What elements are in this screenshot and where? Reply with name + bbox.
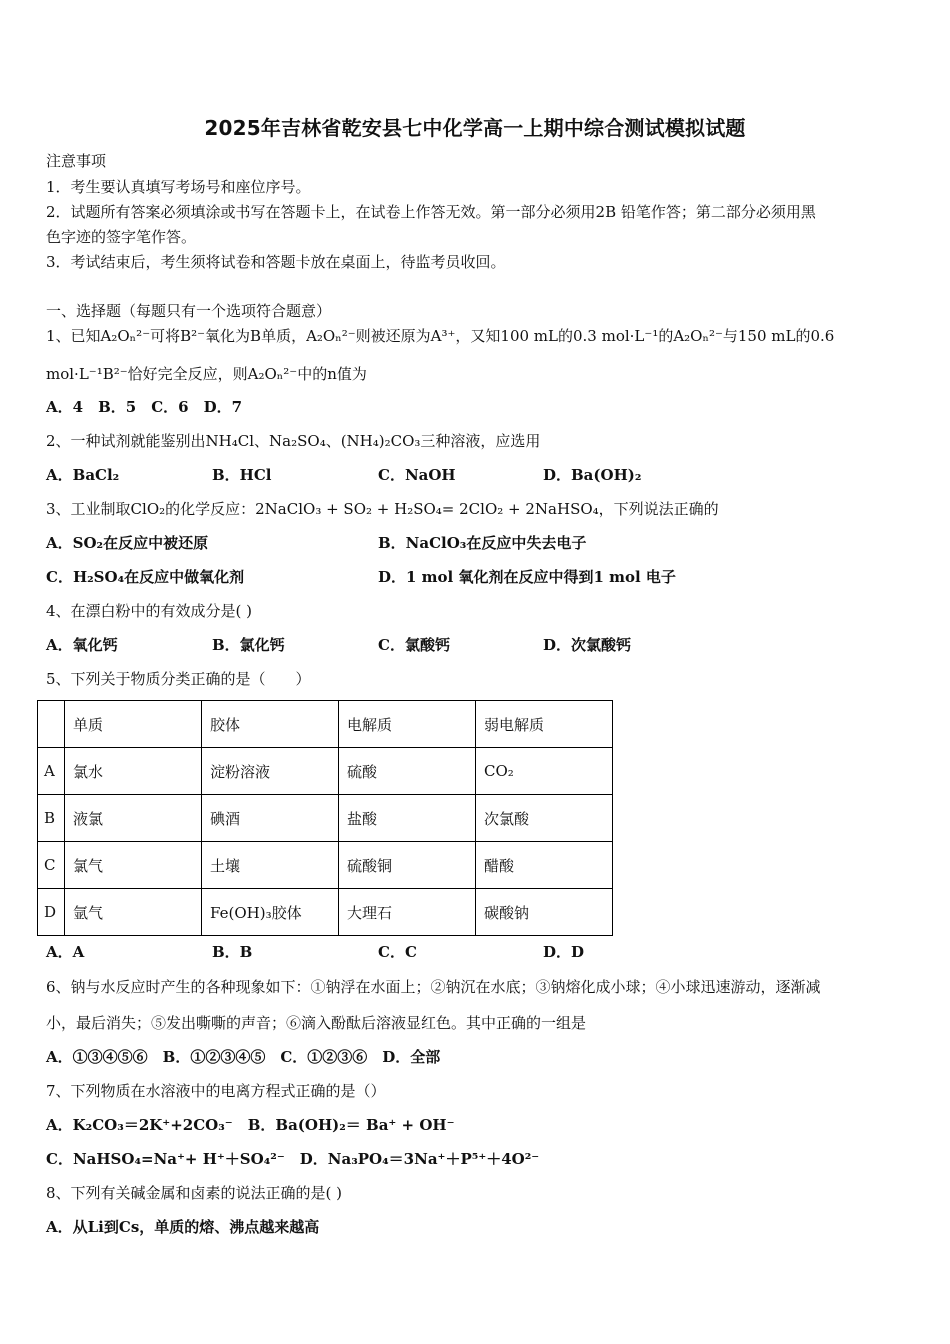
table-cell: 次氯酸 bbox=[476, 795, 613, 842]
q2-stem: 2、一种试剂就能鉴别出NH₄Cl、Na₂SO₄、(NH₄)₂CO₃三种溶液，应选用 bbox=[46, 432, 541, 450]
table-cell: Fe(OH)₃胶体 bbox=[202, 889, 339, 936]
table-header-cell: 胶体 bbox=[202, 701, 339, 748]
table-header-row bbox=[38, 701, 613, 748]
q2-option-a: A．BaCl₂ bbox=[46, 466, 120, 484]
table-cell: 氩气 bbox=[65, 889, 202, 936]
q5-option-a: A．A bbox=[46, 943, 85, 961]
q6-stem-line1: 6、钠与水反应时产生的各种现象如下：①钠浮在水面上；②钠沉在水底；③钠熔化成小球；④小球迅速游动，逐渐减 bbox=[46, 978, 821, 996]
table-row bbox=[38, 889, 613, 936]
table-cell: A bbox=[38, 748, 65, 795]
q2-option-d: D．Ba(OH)₂ bbox=[543, 466, 642, 484]
section-heading: 一、选择题（每题只有一个选项符合题意） bbox=[46, 302, 332, 320]
q6-options: A．①③④⑤⑥ B．①②③④⑤ C．①②③⑥ D．全部 bbox=[46, 1048, 441, 1066]
table-cell: 硫酸 bbox=[339, 748, 476, 795]
q3-option-d: D．1 mol 氧化剂在反应中得到1 mol 电子 bbox=[378, 568, 676, 586]
notice-item: 色字迹的签字笔作答。 bbox=[46, 228, 197, 246]
table-header-cell: 弱电解质 bbox=[476, 701, 613, 748]
table-cell: 碘酒 bbox=[202, 795, 339, 842]
q4-stem: 4、在漂白粉中的有效成分是( ) bbox=[46, 602, 253, 620]
table-cell: B bbox=[38, 795, 65, 842]
q4-option-b: B．氯化钙 bbox=[212, 636, 285, 654]
table-cell: 硫酸铜 bbox=[339, 842, 476, 889]
table-header-cell: 电解质 bbox=[339, 701, 476, 748]
q5-option-d: D．D bbox=[543, 943, 585, 961]
page-title: 2025年吉林省乾安县七中化学高一上期中综合测试模拟试题 bbox=[204, 116, 746, 140]
q6-stem-line2: 小，最后消失；⑤发出嘶嘶的声音；⑥滴入酚酞后溶液显红色。其中正确的一组是 bbox=[46, 1014, 587, 1032]
q2-option-c: C．NaOH bbox=[378, 466, 456, 484]
q2-option-b: B．HCl bbox=[212, 466, 272, 484]
q5-option-c: C．C bbox=[378, 943, 417, 961]
table-cell: 大理石 bbox=[339, 889, 476, 936]
q3-stem: 3、工业制取ClO₂的化学反应：2NaClO₃ + SO₂ + H₂SO₄= 2ClO₂ + 2NaHSO₄，下列说法正确的 bbox=[46, 500, 719, 518]
notice-heading: 注意事项 bbox=[46, 152, 107, 170]
table-cell: C bbox=[38, 842, 65, 889]
table-cell: CO₂ bbox=[476, 748, 613, 795]
q4-option-c: C．氯酸钙 bbox=[378, 636, 450, 654]
q7-stem: 7、下列物质在水溶液中的电离方程式正确的是（） bbox=[46, 1082, 386, 1100]
table-cell: 氯水 bbox=[65, 748, 202, 795]
table-cell: 醋酸 bbox=[476, 842, 613, 889]
table-cell: D bbox=[38, 889, 65, 936]
classification-table bbox=[37, 700, 613, 936]
table-cell: 碳酸钠 bbox=[476, 889, 613, 936]
notice-item: 3．考试结束后，考生须将试卷和答题卡放在桌面上，待监考员收回。 bbox=[46, 253, 506, 271]
table-cell: 淀粉溶液 bbox=[202, 748, 339, 795]
q8-option-a: A．从Li到Cs，单质的熔、沸点越来越高 bbox=[46, 1218, 320, 1236]
table-header-cell: 单质 bbox=[65, 701, 202, 748]
q1-stem-line2: mol·L⁻¹B²⁻恰好完全反应，则A₂Oₙ²⁻中的n值为 bbox=[46, 365, 367, 383]
table-cell: 盐酸 bbox=[339, 795, 476, 842]
table-cell: 液氯 bbox=[65, 795, 202, 842]
q4-option-a: A．氧化钙 bbox=[46, 636, 118, 654]
table-header-cell bbox=[38, 701, 65, 748]
q3-option-a: A．SO₂在反应中被还原 bbox=[46, 534, 209, 552]
notice-item: 2．试题所有答案必须填涂或书写在答题卡上，在试卷上作答无效。第一部分必须用2B 铅笔作答；第二部分必须用黑 bbox=[46, 203, 816, 221]
q7-options-ab: A．K₂CO₃＝2K⁺+2CO₃⁻ B．Ba(OH)₂＝ Ba⁺ + OH⁻ bbox=[46, 1116, 455, 1134]
table-row bbox=[38, 842, 613, 889]
q3-option-b: B．NaClO₃在反应中失去电子 bbox=[378, 534, 587, 552]
q8-stem: 8、下列有关碱金属和卤素的说法正确的是( ) bbox=[46, 1184, 343, 1202]
table-cell: 土壤 bbox=[202, 842, 339, 889]
table-row bbox=[38, 795, 613, 842]
q4-option-d: D．次氯酸钙 bbox=[543, 636, 632, 654]
q1-options: A．4 B．5 C．6 D．7 bbox=[46, 398, 243, 416]
q1-stem-line1: 1、已知A₂Oₙ²⁻可将B²⁻氧化为B单质，A₂Oₙ²⁻则被还原为A³⁺，又知100 mL的0.3 mol·L⁻¹的A₂Oₙ²⁻与150 mL的0.6 bbox=[46, 327, 835, 345]
q5-option-b: B．B bbox=[212, 943, 253, 961]
table-row bbox=[38, 748, 613, 795]
q5-stem: 5、下列关于物质分类正确的是（ ） bbox=[46, 670, 311, 688]
table-cell: 氯气 bbox=[65, 842, 202, 889]
q7-options-cd: C．NaHSO₄=Na⁺+ H⁺＋SO₄²⁻ D．Na₃PO₄＝3Na⁺＋P⁵⁺＋4O²⁻ bbox=[46, 1150, 540, 1168]
notice-item: 1．考生要认真填写考场号和座位序号。 bbox=[46, 178, 311, 196]
q3-option-c: C．H₂SO₄在反应中做氧化剂 bbox=[46, 568, 245, 586]
